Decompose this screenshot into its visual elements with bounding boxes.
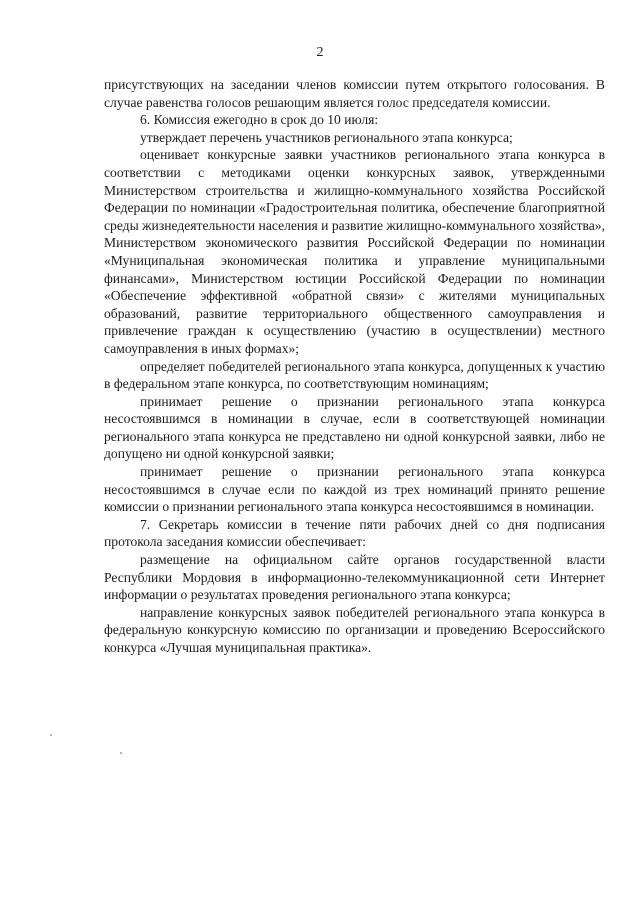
paragraph-failed-in-nomination: принимает решение о признании регионального этапа конкурса несостоявшимся в номинации в случае, если в соответствующей номинации регионального этапа конкурса не представлено ни одной конкурсной заявки, либо не допущено ни одной конкурсной заявки; bbox=[104, 393, 605, 462]
paragraph-item-6-heading: 6. Комиссия ежегодно в срок до 10 июля: bbox=[140, 112, 379, 128]
paragraph-send-applications: направление конкурсных заявок победителей регионального этапа конкурса в федеральную конкурсную комиссию по организации и проведению Всероссийского конкурса «Лучшая муниципальная практика». bbox=[104, 604, 605, 655]
page-number: 2 bbox=[316, 45, 324, 60]
paragraph-failed-overall: принимает решение о признании регионального этапа конкурса несостоявшимся в случае если по каждой из трех номинаций принято решение комиссии о признании регионального этапа конкурса несостоявшимся в номинации. bbox=[104, 464, 605, 515]
paragraph-approve-participants: утверждает перечень участников регионального этапа конкурса; bbox=[140, 129, 513, 145]
paragraph-evaluate-applications: оценивает конкурсные заявки участников регионального этапа конкурса в соответствии с методиками оценки конкурсных заявок, утвержденными Министерством строительства и жилищно-коммунального хозяйства Российской Федерации по номинации «Градостроительная политика, обеспечение благоприятной среды жизнедеятельности населения и развитие жилищно-коммунального хозяйства», Министерством экономического развития Российской Федерации по номинации «Муниципальная экономическая политика и управление муниципальными финансами», Министерством юстиции Российской Федерации по номинации «Обеспечение эффективной «обратной связи» с жителями муниципальных образований, развитие территориального общественного самоуправления и привлечение граждан к осуществлению (участию в осуществлении) местного самоуправления в иных формах»; bbox=[104, 147, 605, 356]
document-body bbox=[104, 76, 605, 657]
paragraph-item-7-secretary: 7. Секретарь комиссии в течение пяти рабочих дней со дня подписания протокола заседания комиссии обеспечивает: bbox=[104, 516, 605, 550]
paragraph-determine-winners: определяет победителей регионального этапа конкурса, допущенных к участию в федеральном этапе конкурса, по соответствующим номинациям; bbox=[104, 358, 605, 392]
scan-speck bbox=[50, 734, 52, 736]
paragraph-voting-continuation: присутствующих на заседании членов комиссии путем открытого голосования. В случае равенства голосов решающим является голос председателя комиссии. bbox=[104, 77, 605, 110]
scan-speck bbox=[120, 752, 122, 754]
paragraph-publish-results: размещение на официальном сайте органов государственной власти Республики Мордовия в информационно-телекоммуникационной сети Интернет информации о результатах проведения регионального этапа конкурса; bbox=[104, 552, 605, 603]
